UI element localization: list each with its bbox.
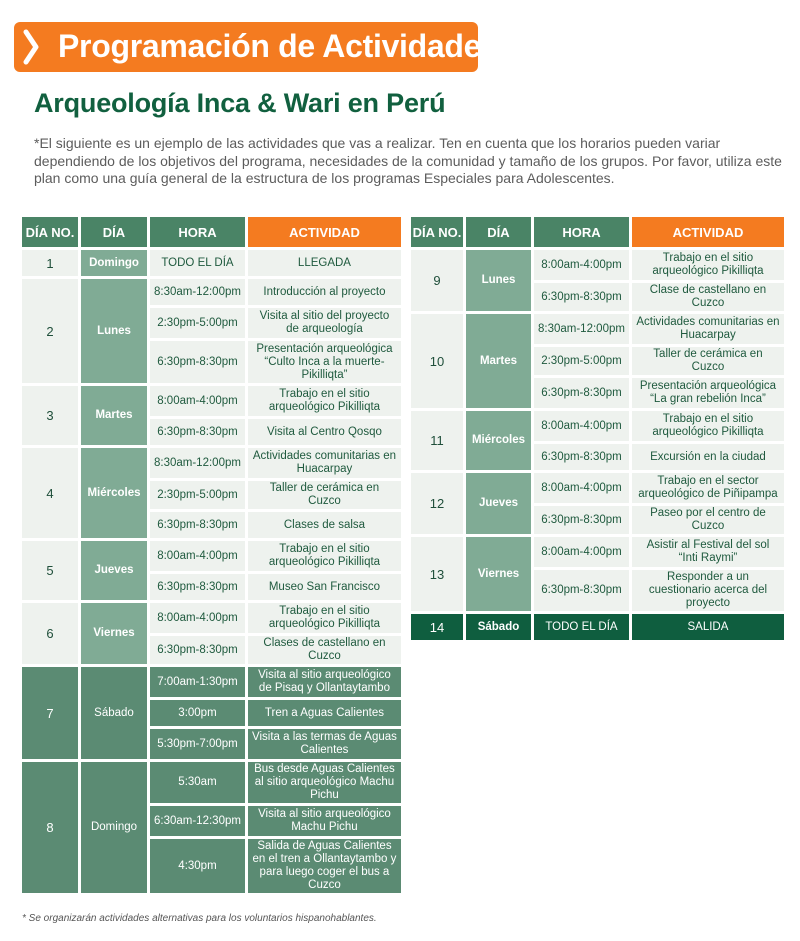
day-name-cell: Viernes — [466, 537, 531, 611]
table-row — [22, 729, 401, 759]
table-header-row — [411, 217, 784, 247]
time-cell: 7:00am-1:30pm — [150, 667, 245, 697]
time-cell: 2:30pm-5:00pm — [150, 481, 245, 509]
activity-cell: Presentación arqueológica “Culto Inca a la muerte-Pikilliqta” — [248, 341, 401, 383]
time-cell: 6:30pm-8:30pm — [150, 512, 245, 538]
activity-cell: Presentación arqueológica “La gran rebelión Inca” — [632, 378, 784, 408]
table-header-row — [22, 217, 401, 247]
column-header-day-number: DÍA NO. — [411, 217, 463, 247]
time-cell: 8:30am-12:00pm — [150, 448, 245, 478]
activity-cell: Visita a las termas de Aguas Calientes — [248, 729, 401, 759]
day-number-cell: 9 — [411, 250, 463, 311]
day-name-cell: Domingo — [81, 250, 147, 276]
activity-cell: Introducción al proyecto — [248, 279, 401, 305]
footnote: * Se organizarán actividades alternativas para los voluntarios hispanohablantes. — [22, 913, 377, 924]
day-name-cell: Viernes — [81, 603, 147, 664]
schedule-table-right — [408, 214, 787, 643]
activity-cell: Taller de cerámica en Cuzco — [632, 347, 784, 375]
table-row — [411, 250, 784, 280]
activity-cell: Visita al sitio del proyecto de arqueología — [248, 308, 401, 338]
table-row — [22, 541, 401, 571]
table-row — [411, 473, 784, 503]
day-number-cell: 10 — [411, 314, 463, 408]
time-cell: 6:30pm-8:30pm — [534, 283, 629, 311]
table-row — [22, 839, 401, 893]
column-header-time: HORA — [150, 217, 245, 247]
time-cell: 6:30pm-8:30pm — [150, 419, 245, 445]
day-name-cell: Domingo — [81, 762, 147, 893]
activity-cell: Clases de castellano en Cuzco — [248, 636, 401, 664]
time-cell: 8:00am-4:00pm — [534, 250, 629, 280]
table-row — [22, 448, 401, 478]
table-row — [411, 411, 784, 441]
activity-cell: Trabajo en el sitio arqueológico Pikilliqta — [248, 603, 401, 633]
activity-cell: Clases de salsa — [248, 512, 401, 538]
day-name-cell: Jueves — [81, 541, 147, 600]
time-cell: 8:00am-4:00pm — [150, 541, 245, 571]
table-row — [22, 419, 401, 445]
table-row — [22, 700, 401, 726]
table-row — [22, 481, 401, 509]
activity-cell: Bus desde Aguas Calientes al sitio arqueológico Machu Pichu — [248, 762, 401, 803]
column-header-day: DÍA — [466, 217, 531, 247]
activity-cell: Paseo por el centro de Cuzco — [632, 506, 784, 534]
time-cell: 3:00pm — [150, 700, 245, 726]
activity-cell: Visita al sitio arqueológico Machu Pichu — [248, 806, 401, 836]
activity-cell: Museo San Francisco — [248, 574, 401, 600]
page-title: Programación de Actividades — [58, 28, 499, 64]
activity-cell: Tren a Aguas Calientes — [248, 700, 401, 726]
activity-cell: Asistir al Festival del sol “Inti Raymi” — [632, 537, 784, 567]
day-number-cell: 3 — [22, 386, 78, 445]
column-header-activity: ACTIVIDAD — [248, 217, 401, 247]
day-number-cell: 13 — [411, 537, 463, 611]
activity-cell: Salida de Aguas Calientes en el tren a Ollantaytambo y para luego coger el bus a Cuzco — [248, 839, 401, 893]
activity-cell: Taller de cerámica en Cuzco — [248, 481, 401, 509]
activity-cell: Clase de castellano en Cuzco — [632, 283, 784, 311]
table-row — [22, 603, 401, 633]
activity-cell: Responder a un cuestionario acerca del proyecto — [632, 570, 784, 611]
table-row — [22, 806, 401, 836]
time-cell: 5:30pm-7:00pm — [150, 729, 245, 759]
day-number-cell: 8 — [22, 762, 78, 893]
time-cell: 8:30am-12:00pm — [150, 279, 245, 305]
day-name-cell: Lunes — [466, 250, 531, 311]
table-row — [22, 341, 401, 383]
day-number-cell: 7 — [22, 667, 78, 759]
day-number-cell: 5 — [22, 541, 78, 600]
day-number-cell: 4 — [22, 448, 78, 538]
table-row — [411, 314, 784, 344]
day-number-cell: 11 — [411, 411, 463, 470]
activity-cell: Trabajo en el sitio arqueológico Pikilliqta — [248, 386, 401, 416]
activity-cell: Trabajo en el sitio arqueológico Pikilliqta — [632, 250, 784, 280]
activity-cell: Trabajo en el sector arqueológico de Piñipampa — [632, 473, 784, 503]
time-cell: 2:30pm-5:00pm — [534, 347, 629, 375]
table-row — [22, 636, 401, 664]
time-cell: 6:30pm-8:30pm — [150, 574, 245, 600]
schedule-table-left — [19, 214, 404, 896]
time-cell: 6:30pm-8:30pm — [150, 636, 245, 664]
table-row — [22, 667, 401, 697]
activity-cell: Trabajo en el sitio arqueológico Pikilliqta — [632, 411, 784, 441]
activity-cell: Actividades comunitarias en Huacarpay — [248, 448, 401, 478]
time-cell: 6:30pm-8:30pm — [534, 570, 629, 611]
time-cell: 6:30pm-8:30pm — [534, 444, 629, 470]
time-cell: 8:30am-12:00pm — [534, 314, 629, 344]
table-row — [22, 574, 401, 600]
activity-cell: Trabajo en el sitio arqueológico Pikilliqta — [248, 541, 401, 571]
column-header-day-number: DÍA NO. — [22, 217, 78, 247]
day-name-cell: Lunes — [81, 279, 147, 383]
day-name-cell: Miércoles — [81, 448, 147, 538]
day-name-cell: Jueves — [466, 473, 531, 534]
day-number-cell: 6 — [22, 603, 78, 664]
table-row — [22, 512, 401, 538]
column-header-activity: ACTIVIDAD — [632, 217, 784, 247]
time-cell: 8:00am-4:00pm — [534, 411, 629, 441]
activity-cell: SALIDA — [632, 614, 784, 640]
day-number-cell: 12 — [411, 473, 463, 534]
schedule-body-left — [22, 250, 401, 893]
day-name-cell: Martes — [466, 314, 531, 408]
table-row — [411, 537, 784, 567]
activity-cell: Visita al sitio arqueológico de Pisaq y Ollantaytambo — [248, 667, 401, 697]
time-cell: 6:30am-12:30pm — [150, 806, 245, 836]
time-cell: 8:00am-4:00pm — [534, 473, 629, 503]
table-row — [22, 250, 401, 276]
time-cell: 6:30pm-8:30pm — [534, 378, 629, 408]
title-banner — [14, 22, 499, 72]
time-cell: 6:30pm-8:30pm — [150, 341, 245, 383]
time-cell: 4:30pm — [150, 839, 245, 893]
time-cell: 2:30pm-5:00pm — [150, 308, 245, 338]
time-cell: 6:30pm-8:30pm — [534, 506, 629, 534]
activity-cell: LLEGADA — [248, 250, 401, 276]
schedule-body-right — [411, 250, 784, 640]
day-number-cell: 1 — [22, 250, 78, 276]
time-cell: TODO EL DÍA — [534, 614, 629, 640]
time-cell: 8:00am-4:00pm — [534, 537, 629, 567]
day-name-cell: Sábado — [466, 614, 531, 640]
time-cell: 5:30am — [150, 762, 245, 803]
table-row — [22, 279, 401, 305]
column-header-time: HORA — [534, 217, 629, 247]
activity-cell: Actividades comunitarias en Huacarpay — [632, 314, 784, 344]
time-cell: 8:00am-4:00pm — [150, 386, 245, 416]
day-name-cell: Miércoles — [466, 411, 531, 470]
day-number-cell: 14 — [411, 614, 463, 640]
time-cell: TODO EL DÍA — [150, 250, 245, 276]
activity-cell: Visita al Centro Qosqo — [248, 419, 401, 445]
day-name-cell: Martes — [81, 386, 147, 445]
column-header-day: DÍA — [81, 217, 147, 247]
day-number-cell: 2 — [22, 279, 78, 383]
intro-paragraph: *El siguiente es un ejemplo de las actividades que vas a realizar. Ten en cuenta que los horarios pueden variar dependiendo de los objetivos del programa, necesidades de la comunidad y tamaño de los grupos. Por favor, utiliza este plan como una guía general de la estructura de los programas Especiales para Adolescentes. — [34, 135, 782, 186]
table-row — [22, 762, 401, 803]
table-row — [22, 308, 401, 338]
day-name-cell: Sábado — [81, 667, 147, 759]
activity-cell: Excursión en la ciudad — [632, 444, 784, 470]
time-cell: 8:00am-4:00pm — [150, 603, 245, 633]
program-subtitle: Arqueología Inca & Wari en Perú — [34, 88, 446, 118]
chevron-right-icon — [22, 29, 40, 65]
table-row — [411, 614, 784, 640]
table-row — [22, 386, 401, 416]
